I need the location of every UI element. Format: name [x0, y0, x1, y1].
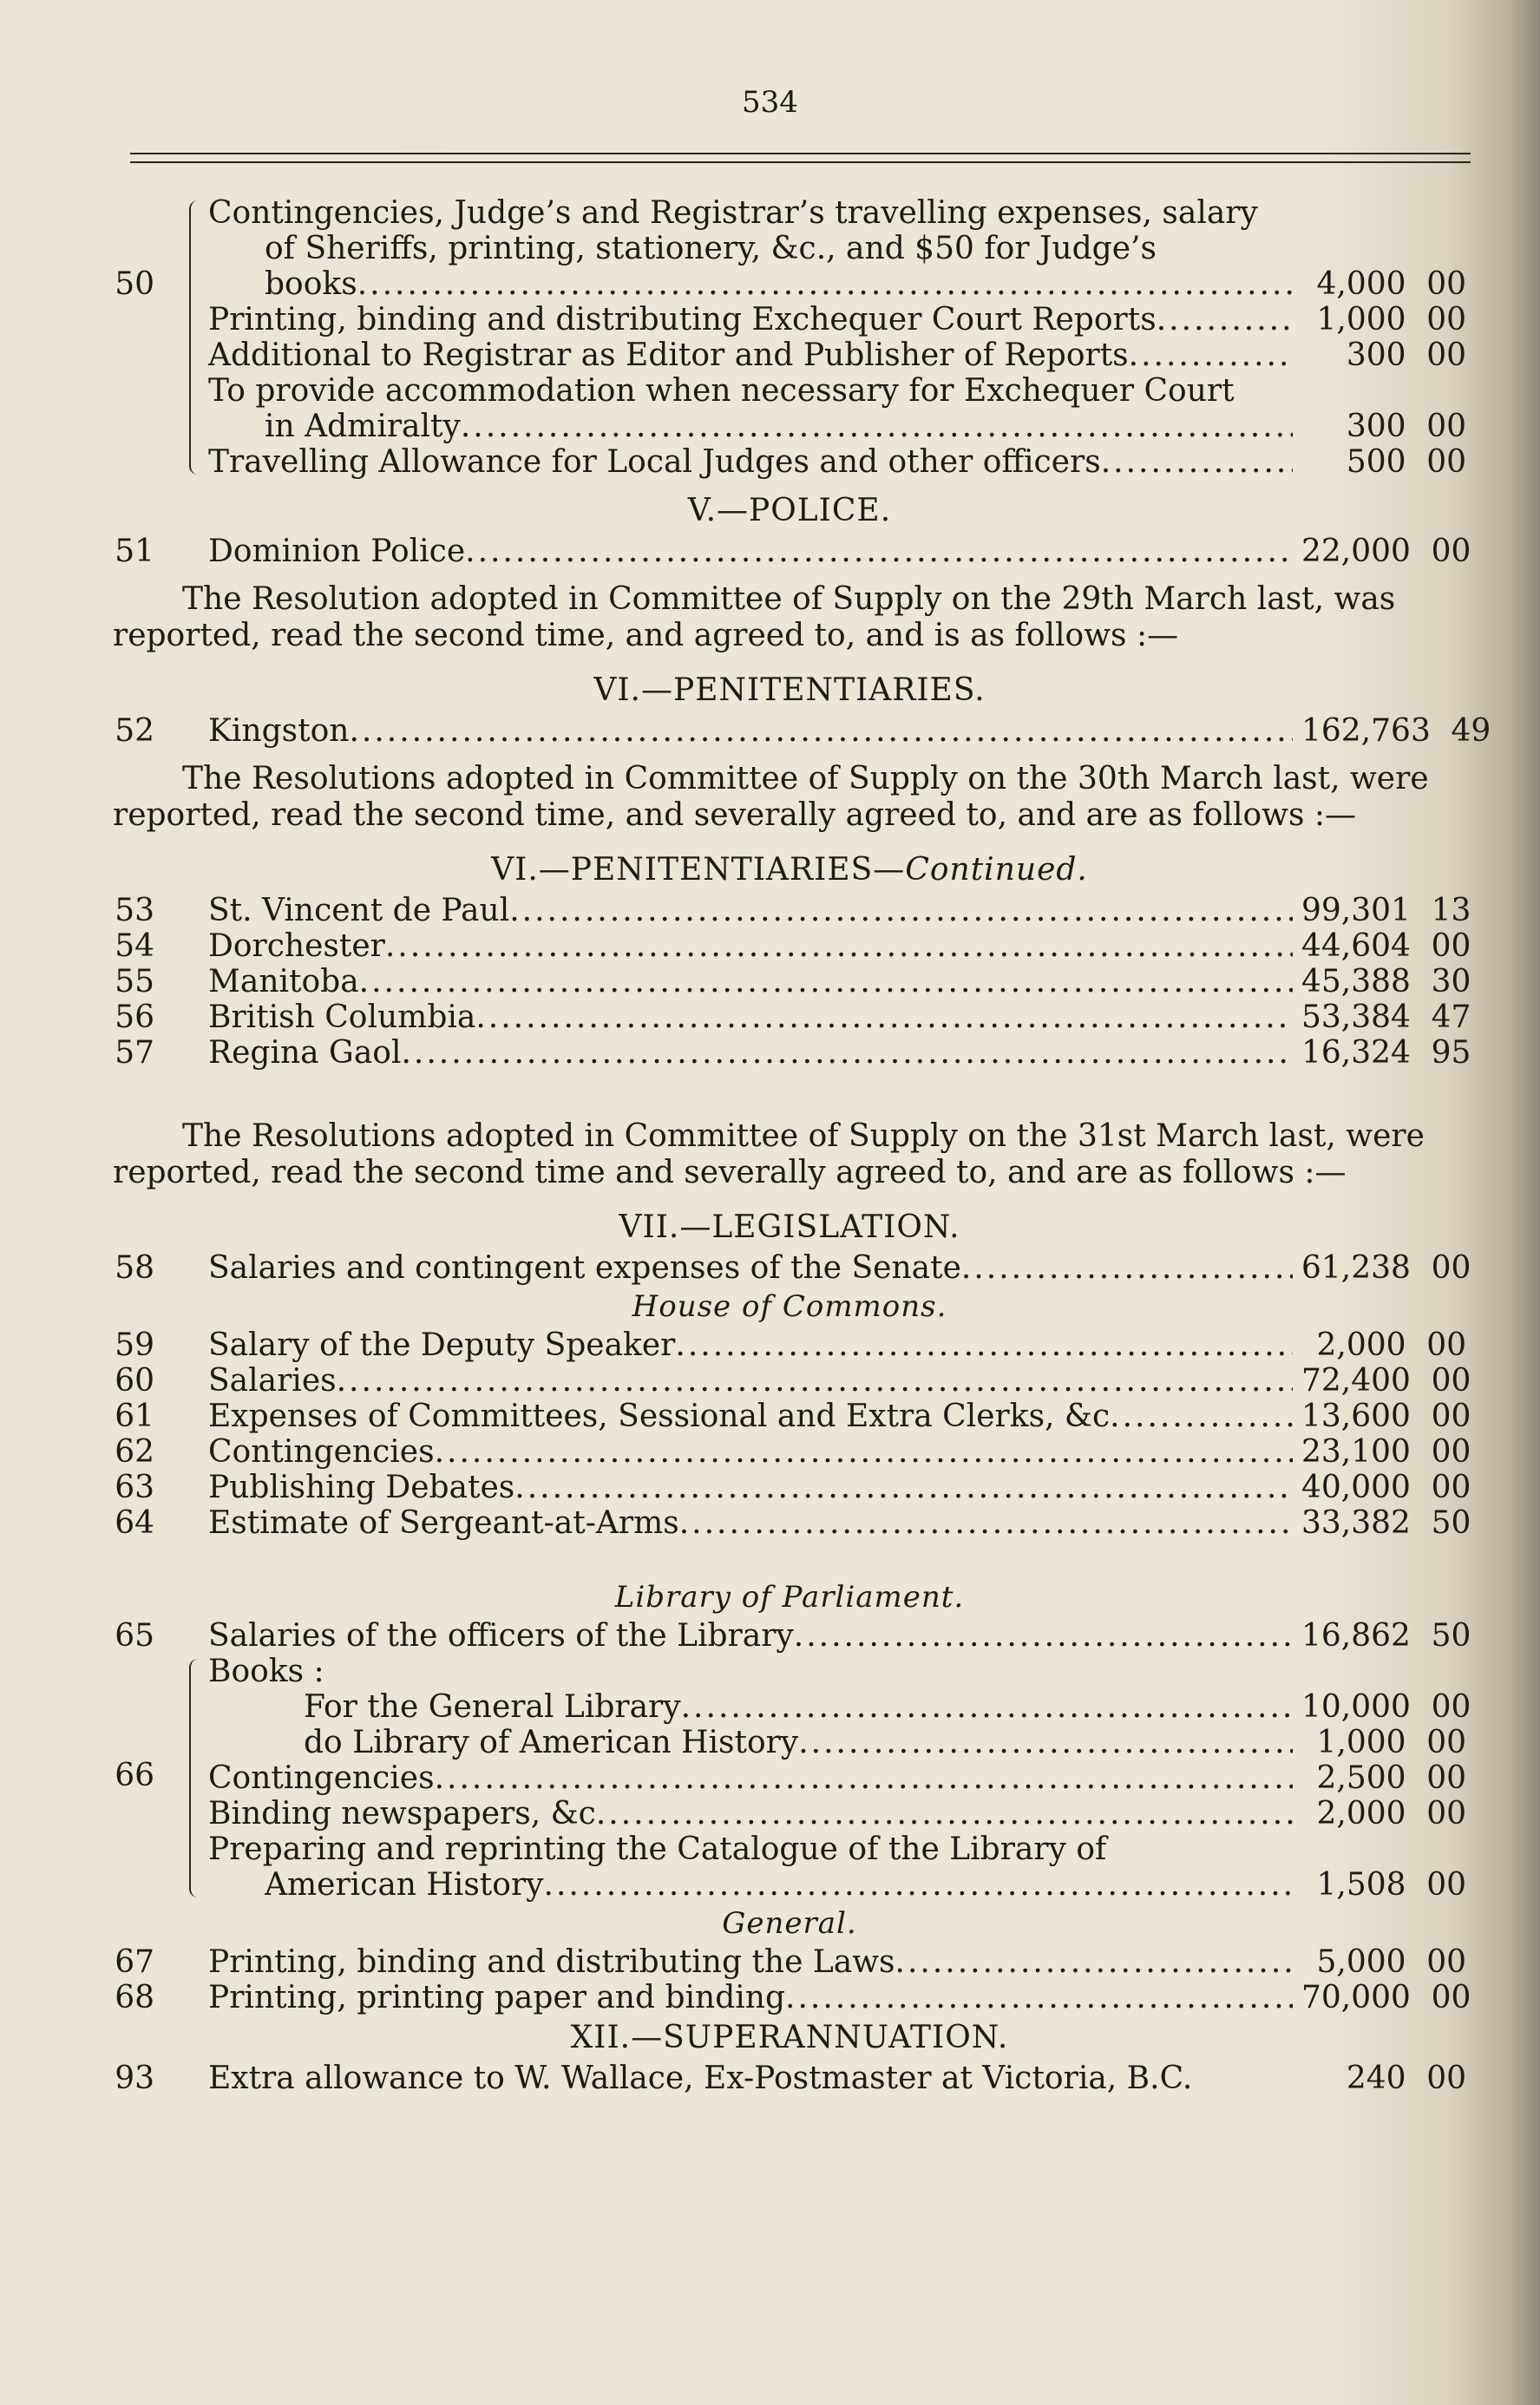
section-heading: XII.—SUPERANNUATION.: [570, 2020, 1009, 2055]
entry-amount: 300 00: [1346, 337, 1466, 373]
item-number: 54: [115, 928, 154, 964]
entry-amount: [1301, 1541, 1466, 1576]
entry-description: Estimate of Sergeant-at-Arms: [208, 1505, 679, 1541]
entry-amount: 2,000 00: [1316, 1796, 1466, 1832]
entry-description: British Columbia: [208, 999, 476, 1035]
item-number: 65: [115, 1618, 154, 1654]
entry-description: Preparing and reprinting the Catalogue of the Library of: [208, 1832, 1107, 1867]
entry-description: Contingencies: [208, 1434, 435, 1470]
entry-description: Publishing Debates: [208, 1470, 515, 1505]
entry-amount: 10,000 00: [1301, 1689, 1471, 1725]
entry-amount: 5,000 00: [1316, 1944, 1466, 1980]
item-number: 59: [115, 1327, 154, 1363]
entry-amount: 16,324 95: [1301, 1035, 1471, 1071]
entry-description: Extra allowance to W. Wallace, Ex-Postmaster at Victoria, B.C.: [208, 2061, 1193, 2096]
entry-amount: 61,238 00: [1301, 1250, 1471, 1286]
item-number: 60: [115, 1363, 154, 1399]
entry-description: Printing, binding and distributing Exchequer Court Reports: [208, 302, 1157, 337]
item-number: 64: [115, 1505, 154, 1541]
section-heading: VI.—PENITENTIARIES.: [593, 672, 986, 708]
entry-amount: 1,000 00: [1316, 302, 1466, 337]
entry-amount: 40,000 00: [1301, 1470, 1471, 1505]
entry-description: Printing, binding and distributing the Laws: [208, 1944, 895, 1980]
entry-amount: 162,763 49: [1301, 713, 1491, 749]
entry-description: do Library of American History: [304, 1725, 799, 1760]
entry-description: Binding newspapers, &c: [208, 1796, 596, 1832]
entry-description: For the General Library: [304, 1689, 681, 1725]
page-number: 534: [742, 85, 798, 120]
entry-amount: 500 00: [1346, 444, 1466, 480]
item-number: 68: [115, 1980, 154, 2015]
item-number: 63: [115, 1470, 154, 1505]
entry-amount: 16,862 50: [1301, 1618, 1471, 1654]
entry-amount: 33,382 50: [1301, 1505, 1471, 1541]
subsection-heading: General.: [722, 1906, 857, 1941]
entry-description: Salaries: [208, 1363, 337, 1399]
entry-description: Printing, printing paper and binding: [208, 1980, 786, 2015]
subsection-heading: House of Commons.: [632, 1289, 947, 1324]
entry-description: Regina Gaol: [208, 1035, 402, 1071]
entry-description: Contingencies, Judge’s and Registrar’s travelling expenses, salary: [208, 195, 1258, 231]
document-body: [113, 195, 1491, 2096]
entry-description: St. Vincent de Paul: [208, 893, 510, 928]
entry-description: Salaries and contingent expenses of the Senate: [208, 1250, 961, 1286]
header-rule: [130, 161, 1471, 163]
item-number: 93: [115, 2061, 154, 2096]
entry-description: To provide accommodation when necessary for Exchequer Court: [208, 373, 1235, 409]
entry-amount: 72,400 00: [1301, 1363, 1471, 1399]
item-number: 67: [115, 1944, 154, 1980]
item-number: 50: [115, 266, 154, 302]
entry-description: Expenses of Committees, Sessional and Extra Clerks, &c: [208, 1399, 1111, 1434]
item-number: 52: [115, 713, 154, 749]
entry-amount: 99,301 13: [1301, 893, 1471, 928]
entry-description: in Admiralty: [265, 409, 461, 444]
entry-description: Books :: [208, 1654, 324, 1689]
entry-description: Manitoba: [208, 964, 359, 999]
resolution-paragraph: The Resolutions adopted in Committee of Supply on the 31st March last, were reported, read the second time and severally agreed to, and are as follows :—: [113, 1118, 1425, 1190]
item-number: 51: [115, 534, 154, 569]
section-heading: VI.—PENITENTIARIES—Continued.: [491, 852, 1088, 888]
item-number: 57: [115, 1035, 154, 1071]
entry-amount: 1,000 00: [1316, 1725, 1466, 1760]
subsection-heading: Library of Parliament.: [614, 1580, 965, 1615]
entry-amount: 13,600 00: [1301, 1399, 1471, 1434]
entry-amount: 300 00: [1346, 409, 1466, 444]
item-number: 56: [115, 999, 154, 1035]
entry-description: American History: [265, 1867, 544, 1903]
entry-description: Dorchester: [208, 928, 385, 964]
entry-description: Travelling Allowance for Local Judges and other officers: [208, 444, 1101, 480]
entry-amount: 44,604 00: [1301, 928, 1471, 964]
header-rule: [130, 153, 1471, 154]
entry-amount: 23,100 00: [1301, 1434, 1471, 1470]
item-number: 61: [115, 1399, 154, 1434]
entry-amount: 45,388 30: [1301, 964, 1471, 999]
entry-description: Contingencies: [208, 1760, 435, 1796]
item-number: 58: [115, 1250, 154, 1286]
item-number: 62: [115, 1434, 154, 1470]
entry-amount: 2,000 00: [1316, 1327, 1466, 1363]
entry-description: Kingston: [208, 713, 350, 749]
item-number: 53: [115, 893, 154, 928]
item-number: 66: [115, 1758, 154, 1793]
entry-amount: 2,500 00: [1316, 1760, 1466, 1796]
entry-amount: 70,000 00: [1301, 1980, 1471, 2015]
entry-description: Dominion Police: [208, 534, 466, 569]
entry-amount: 4,000 00: [1316, 266, 1466, 302]
section-heading: VII.—LEGISLATION.: [619, 1209, 960, 1245]
item-number: 55: [115, 964, 154, 999]
entry-description: books: [265, 266, 357, 302]
item-group-50: [113, 195, 1466, 480]
entry-description: Additional to Registrar as Editor and Publisher of Reports: [208, 337, 1129, 373]
item-group-66: [113, 1654, 1471, 1903]
entry-amount: 22,000 00: [1301, 534, 1471, 569]
entry-description: Salary of the Deputy Speaker: [208, 1327, 676, 1363]
resolution-paragraph: The Resolutions adopted in Committee of Supply on the 30th March last, were reported, read the second time, and severally agreed to, and are as follows :—: [113, 761, 1429, 833]
section-heading: V.—POLICE.: [687, 493, 892, 528]
entry-description: Salaries of the officers of the Library: [208, 1618, 794, 1654]
resolution-paragraph: The Resolution adopted in Committee of Supply on the 29th March last, was reported, read the second time, and agreed to, and is as follows :—: [113, 581, 1396, 653]
entry-description: of Sheriffs, printing, stationery, &c., and $50 for Judge’s: [265, 231, 1157, 266]
entry-amount: 1,508 00: [1316, 1867, 1466, 1903]
entry-amount: 53,384 47: [1301, 999, 1471, 1035]
entry-amount: 240 00: [1346, 2061, 1466, 2096]
entry-amount: [1301, 1071, 1466, 1106]
